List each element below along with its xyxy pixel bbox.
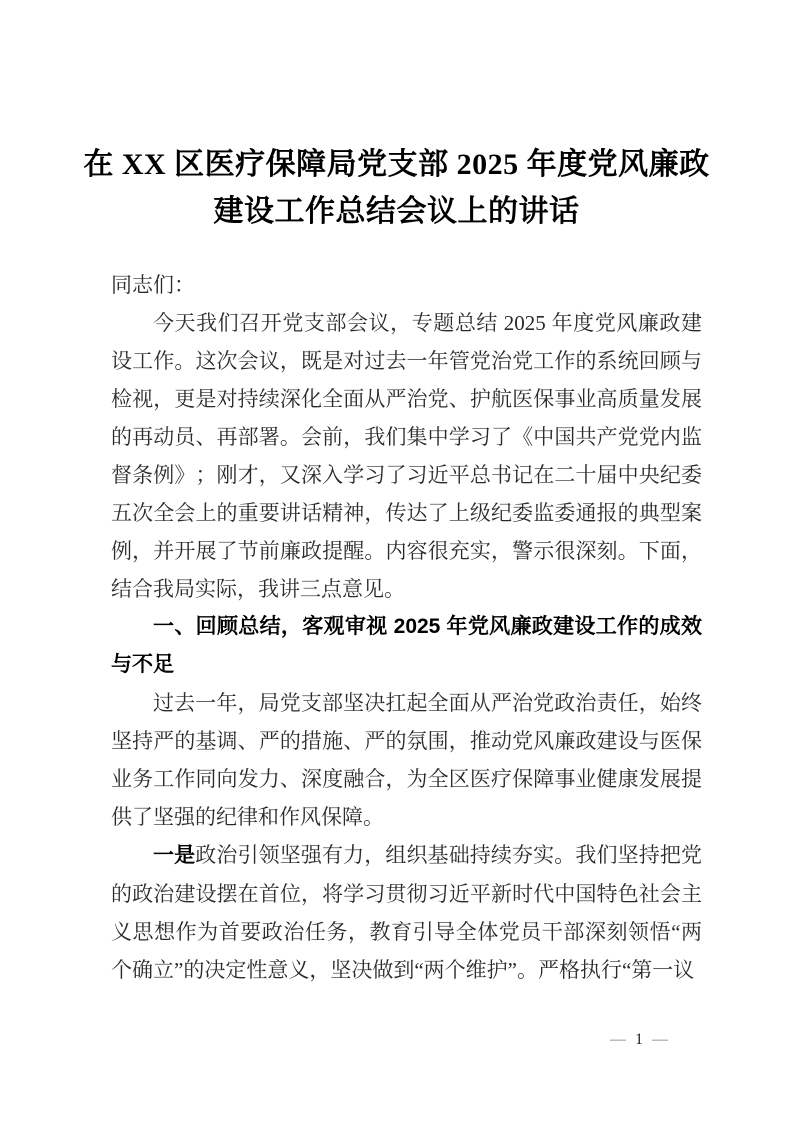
section-1-heading: 一、回顾总结，客观审视 2025 年党风廉政建设工作的成效与不足 — [111, 615, 702, 676]
paragraph-point-1 — [111, 836, 702, 989]
paragraph-section-1-overview: 过去一年，局党支部坚决扛起全面从严治党政治责任，始终坚持严的基调、严的措施、严的氛围，推动党风廉政建设与医保业务工作同向发力、深度融合，为全区医疗保障事业健康发展提供了坚强的纪律和作风保障。 — [111, 691, 702, 829]
page-number-dash-right: — — [652, 1031, 668, 1048]
point-1-lead: 一是 — [153, 844, 196, 867]
title-line-2: 建设工作总结会议上的讲话 — [213, 195, 580, 228]
salutation: 同志们： — [111, 273, 195, 297]
paragraph-intro: 今天我们召开党支部会议，专题总结 2025 年度党风廉政建设工作。这次会议，既是对过去一年管党治党工作的系统回顾与检视，更是对持续深化全面从严治党、护航医保事业高质量发展的再动员、再部署。会前，我们集中学习了《中国共产党党内监督条例》；刚才，又深入学习了习近平总书记在二十届中央纪委五次全会上的重要讲话精神，传达了上级纪委监委通报的典型案例，并开展了节前廉政提醒。内容很充实，警示很深刻。下面，结合我局实际，我讲三点意见。 — [111, 311, 702, 601]
page-number — [610, 1030, 668, 1050]
page-number-value: 1 — [635, 1031, 643, 1048]
document-body — [111, 266, 702, 989]
point-1-text: 政治引领坚强有力，组织基础持续夯实。我们坚持把党的政治建设摆在首位，将学习贯彻习近平新时代中国特色社会主义思想作为首要政治任务，教育引导全体党员干部深刻领悟“两个确立”的决定性意义，坚决做到“两个维护”。严格执行“第一议 — [111, 843, 703, 982]
title-line-1: 在 XX 区医疗保障局党支部 2025 年度党风廉政 — [83, 148, 710, 181]
page-number-dash-left: — — [610, 1031, 626, 1048]
document-title — [0, 141, 793, 235]
